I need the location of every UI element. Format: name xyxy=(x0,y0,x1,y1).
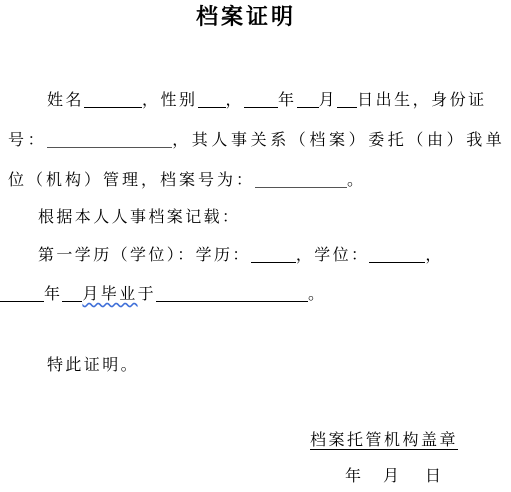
document-title: 档案证明 xyxy=(195,5,296,30)
birth-month-blank xyxy=(297,93,319,108)
closing-statement xyxy=(47,354,139,376)
graduated-from-label: 于 xyxy=(137,284,157,303)
comma-separator: ， xyxy=(425,245,444,264)
graduation-month-blank xyxy=(62,287,82,302)
record-intro xyxy=(38,206,240,228)
birth-year-blank xyxy=(244,93,278,108)
archive-number-blank xyxy=(255,173,347,188)
id-number-blank xyxy=(47,133,172,148)
graduation-year-blank xyxy=(0,287,44,302)
school-blank xyxy=(156,287,308,302)
degree-label: ，学位： xyxy=(295,245,370,264)
archive-number-label: 位（机构）管理，档案号为： xyxy=(8,170,256,189)
record-text: 根据本人人事档案记载： xyxy=(38,207,241,226)
date-year-label: 年 xyxy=(345,466,362,485)
graduation-year-label: 年 xyxy=(44,284,63,303)
paragraph-1-line-2 xyxy=(8,129,505,151)
education-label: 第一学历（学位）：学历： xyxy=(38,245,251,264)
name-label: 姓名 xyxy=(47,90,85,109)
date-month-label: 月 xyxy=(383,466,400,485)
graduation-line xyxy=(0,283,326,305)
gender-label: ，性别 xyxy=(142,90,198,109)
birth-day-blank xyxy=(337,93,357,108)
name-blank xyxy=(84,93,142,108)
graduation-month-text: 月毕业 xyxy=(82,284,138,303)
date-line xyxy=(345,465,441,487)
paragraph-1-line-1 xyxy=(47,89,487,111)
relation-text: ，其人事关系（档案）委托（由）我单 xyxy=(172,130,506,149)
date-day-label: 日 xyxy=(425,466,442,485)
gender-blank xyxy=(198,93,226,108)
closing-text: 特此证明。 xyxy=(47,355,140,374)
birth-month-label: 月 xyxy=(318,90,338,109)
period: 。 xyxy=(347,170,367,189)
education-blank xyxy=(251,248,296,263)
education-line xyxy=(38,244,444,266)
birth-year-label: 年 xyxy=(278,90,297,109)
period: 。 xyxy=(308,284,327,303)
birth-day-text: 日出生，身份证 xyxy=(357,90,487,109)
degree-blank xyxy=(369,248,425,263)
seal-line xyxy=(310,429,458,451)
paragraph-1-line-3 xyxy=(8,169,366,191)
id-number-label: 号： xyxy=(8,130,48,149)
comma-separator: ， xyxy=(225,90,245,109)
seal-text: 档案托管机构盖章 xyxy=(310,430,459,449)
